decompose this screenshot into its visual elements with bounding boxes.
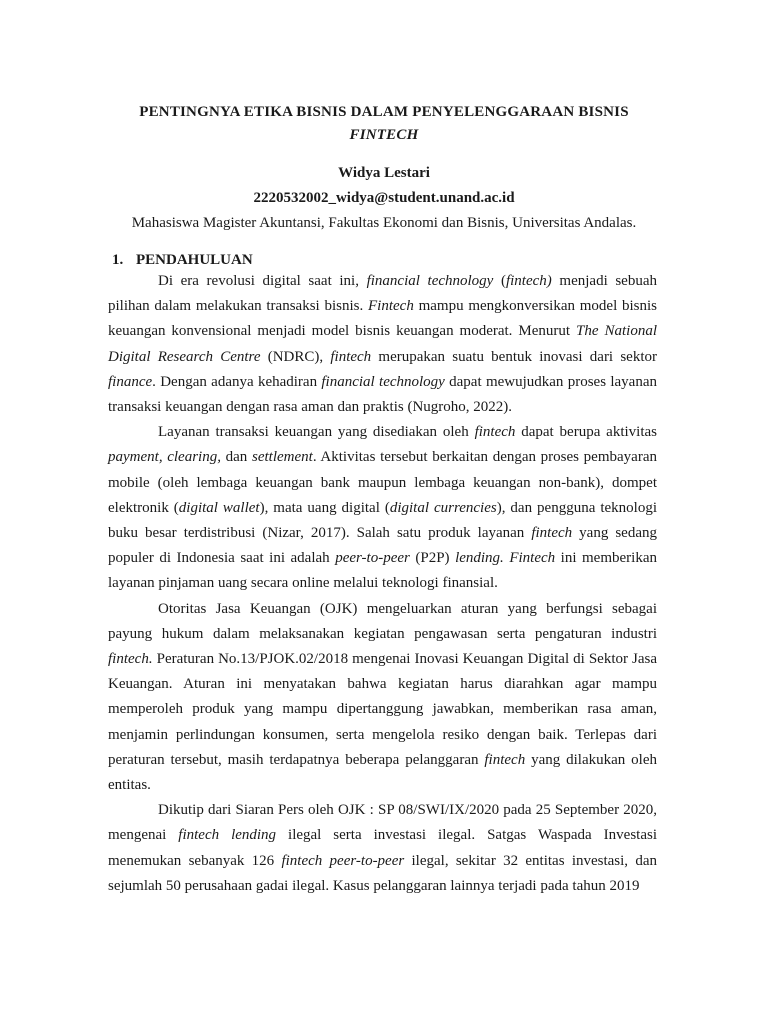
paragraph — [108, 798, 657, 899]
italic-term: The National Digital Research Centre — [108, 323, 658, 365]
paper-title-line2: FINTECH — [349, 127, 419, 143]
italic-term: finance — [108, 373, 153, 390]
text-run: Dikutip dari Siaran Pers oleh OJK : SP 08/SWI/IX/2020 pada 25 September 2020, mengenai — [108, 802, 657, 844]
italic-term: fintech peer-to-peer — [281, 852, 405, 869]
italic-term: fintech — [531, 525, 573, 542]
italic-term: Fintech — [509, 550, 556, 567]
paragraph — [108, 420, 657, 596]
italic-term: fintech — [330, 348, 372, 365]
text-run: Otoritas Jasa Keuangan (OJK) mengeluarkan aturan yang berfungsi sebagai payung hukum dalam melaksanakan kegiatan pengawasan serta pengaturan industri — [108, 600, 657, 642]
italic-term: fintech — [474, 424, 516, 441]
paper-title-line1: PENTINGNYA ETIKA BISNIS DALAM PENYELENGGARAAN BISNIS — [139, 104, 629, 120]
text-run: Peraturan No.13/PJOK.02/2018 mengenai Inovasi Keuangan Digital di Sektor Jasa Keuangan. Aturan ini menyatakan bahwa kegiatan harus diarahkan agar mampu memperoleh produk yang mampu dipertanggung jawabkan, memberikan rasa aman, menjamin perlindungan konsumen, serta mengelola resiko dengan baik. Terlepas dari peraturan tersebut, masih terdapatnya beberapa pelanggaran — [108, 651, 657, 768]
text-run: ini memberikan layanan pinjaman uang secara online melalui teknologi finansial. — [108, 550, 657, 592]
italic-term: digital wallet — [178, 499, 260, 516]
italic-term: fintech) — [505, 273, 552, 289]
italic-term: settlement — [251, 449, 313, 466]
text-run: dan — [220, 449, 252, 466]
italic-term: fintech — [484, 751, 526, 768]
text-run: Di era revolusi digital saat ini, — [158, 273, 367, 289]
paragraph — [108, 597, 657, 799]
italic-term: lending. — [455, 550, 504, 567]
text-run: (P2P) — [409, 550, 456, 567]
text-run: merupakan suatu bentuk inovasi dari sektor — [371, 348, 657, 365]
text-run: Layanan transaksi keuangan yang disediakan oleh — [158, 424, 475, 441]
text-run: dapat mewujudkan proses layanan transaksi keuangan dengan rasa aman dan praktis (Nugroho, 2022). — [108, 373, 658, 416]
italic-term: Fintech — [368, 298, 414, 315]
section-title: PENDAHULUAN — [136, 252, 253, 268]
italic-term: financial technology — [321, 373, 445, 390]
italic-term: peer-to-peer — [335, 550, 410, 567]
italic-term: financial technology — [366, 273, 494, 289]
paragraph — [108, 269, 657, 420]
text-run: yang dilakukan oleh entitas. — [108, 751, 658, 794]
text-run: ( — [493, 273, 506, 289]
author-name: Widya Lestari — [338, 165, 430, 181]
text-run: (NDRC), — [260, 348, 331, 365]
body-text — [108, 269, 657, 899]
author-affiliation: Mahasiswa Magister Akuntansi, Fakultas Ekonomi dan Bisnis, Universitas Andalas. — [131, 215, 637, 231]
text-run: dapat berupa aktivitas — [515, 424, 658, 441]
italic-term: payment, clearing, — [108, 449, 221, 466]
text-run: mampu mengkonversikan model bisnis keuangan konvensional menjadi model bisnis keuangan moderat. Menurut — [108, 298, 657, 340]
text-run: . Aktivitas tersebut berkaitan dengan proses pembayaran mobile (oleh lembaga keuangan bank maupun lembaga keuangan non-bank), dompet elektronik ( — [108, 449, 657, 516]
section-number: 1. — [112, 252, 124, 268]
text-run: menjadi sebuah pilihan dalam melakukan transaksi bisnis. — [108, 273, 658, 315]
italic-term: digital currencies — [389, 499, 497, 516]
author-email: 2220532002_widya@student.unand.ac.id — [253, 190, 515, 206]
text-run: ), mata uang digital ( — [259, 499, 390, 516]
section-heading — [112, 252, 253, 269]
text-run: ), dan pengguna teknologi buku besar terdistribusi (Nizar, 2017). Salah satu produk layanan — [108, 499, 657, 542]
text-run: . Dengan adanya kehadiran — [152, 373, 322, 390]
text-run: ilegal, sekitar 32 entitas investasi, dan sejumlah 50 perusahaan gadai ilegal. Kasus pelanggaran lainnya terjadi pada tahun 2019 — [108, 852, 657, 894]
italic-term: fintech lending — [178, 827, 277, 844]
italic-term: fintech. — [108, 651, 153, 668]
text-run: ilegal serta investasi ilegal. Satgas Waspada Investasi menemukan sebanyak 126 — [108, 827, 657, 869]
text-run: yang sedang populer di Indonesia saat ini adalah — [108, 525, 657, 567]
